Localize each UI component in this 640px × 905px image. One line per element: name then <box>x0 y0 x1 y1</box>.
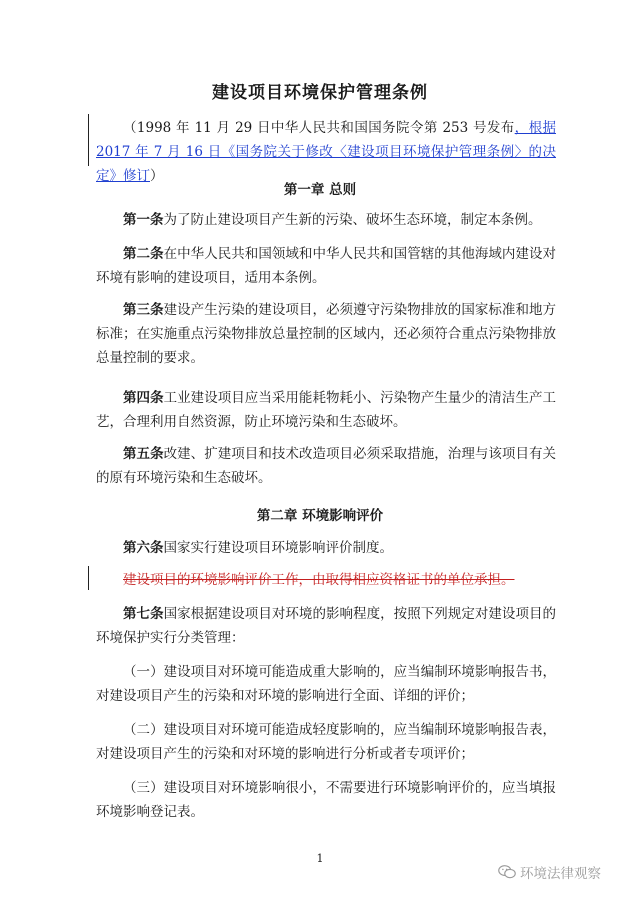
article-1-text: 为了防止建设项目产生新的污染、破坏生态环境，制定本条例。 <box>163 212 542 228</box>
article-6-deleted-clause <box>96 568 556 592</box>
article-4 <box>96 386 556 434</box>
article-4-title: 第四条 <box>123 390 164 406</box>
article-6 <box>96 536 556 560</box>
article-4-text: 工业建设项目应当采用能耗物耗小、污染物产生量少的清洁生产工艺，合理利用自然资源，防止环境污染和生态破坏。 <box>96 390 557 430</box>
preamble-original: （1998 年 11 月 29 日中华人民共和国国务院令第 253 号发布 <box>123 120 515 136</box>
article-1-title: 第一条 <box>123 212 164 228</box>
revision-change-bar <box>88 114 89 166</box>
revision-change-bar <box>88 566 89 590</box>
article-3-text: 建设产生污染的建设项目，必须遵守污染物排放的国家标准和地方标准；在实施重点污染物排放总量控制的区域内，还必须符合重点污染物排放总量控制的要求。 <box>96 302 557 366</box>
article-2-title: 第二条 <box>123 246 164 262</box>
chapter-2-heading: 第二章 环境影响评价 <box>256 508 384 524</box>
article-7-item-3: （三）建设项目对环境影响很小，不需要进行环境影响评价的，应当填报环境影响登记表。 <box>96 780 556 820</box>
article-5-text: 改建、扩建项目和技术改造项目必须采取措施，治理与该项目有关的原有环境污染和生态破坏。 <box>96 446 557 486</box>
article-5 <box>96 442 556 490</box>
article-7-item-2: （二）建设项目对环境可能造成轻度影响的，应当编制环境影响报告表，对建设项目产生的污染和对环境的影响进行分析或者专项评价； <box>96 722 556 762</box>
watermark <box>498 862 601 882</box>
article-7-item-1: （一）建设项目对环境可能造成重大影响的，应当编制环境影响报告书，对建设项目产生的污染和对环境的影响进行全面、详细的评价； <box>96 664 556 704</box>
article-7-text: 国家根据建设项目对环境的影响程度，按照下列规定对建设项目的环境保护实行分类管理： <box>96 606 557 646</box>
article-6-text: 国家实行建设项目环境影响评价制度。 <box>163 540 393 556</box>
article-7 <box>96 602 556 650</box>
article-7-title: 第七条 <box>123 606 164 622</box>
page-number: 1 <box>316 852 324 865</box>
article-3-title: 第三条 <box>123 302 164 318</box>
chapter-1-heading: 第一章 总则 <box>283 182 357 198</box>
deleted-text: 建设项目的环境影响评价工作，由取得相应资格证书的单位承担。 <box>123 572 515 588</box>
article-3 <box>96 298 556 370</box>
article-5-title: 第五条 <box>123 446 164 462</box>
article-1 <box>96 208 556 232</box>
preamble-closing: ） <box>150 168 164 184</box>
document-title: 建设项目环境保护管理条例 <box>212 83 428 103</box>
article-2-text: 在中华人民共和国领域和中华人民共和国管辖的其他海域内建设对环境有影响的建设项目，适用本条例。 <box>96 246 557 286</box>
preamble-inserted-revision: ，根据 2017 年 7 月 16 日《国务院关于修改〈建设项目环境保护管理条例〉的决定》修订 <box>96 120 556 184</box>
wechat-icon <box>498 864 516 880</box>
watermark-text: 环境法律观察 <box>520 866 601 882</box>
article-6-title: 第六条 <box>123 540 164 556</box>
article-2 <box>96 242 556 290</box>
